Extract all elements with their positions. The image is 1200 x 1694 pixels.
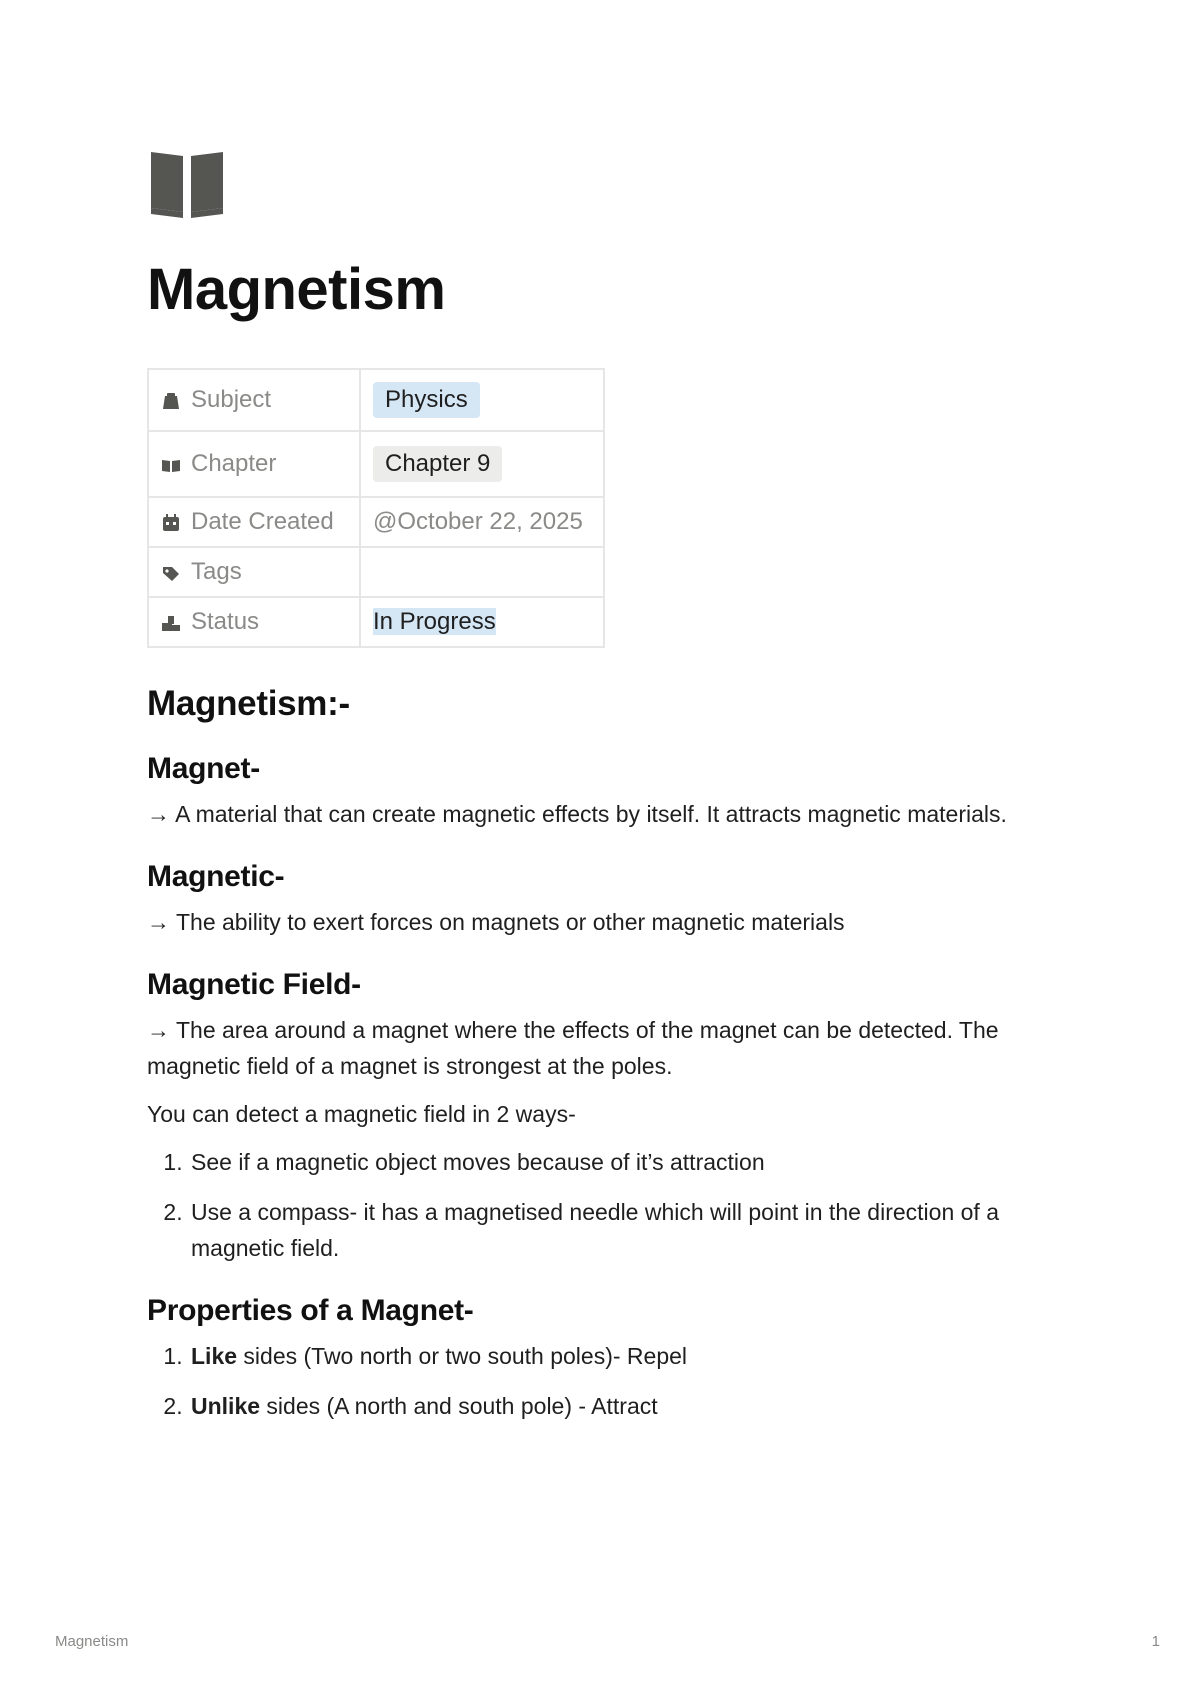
list-item-text: sides (Two north or two south poles)- Repel: [237, 1342, 688, 1369]
property-value[interactable]: [360, 547, 604, 597]
status-value[interactable]: In Progress: [373, 607, 496, 635]
magnetic-definition: → The ability to exert forces on magnets or other magnetic materials: [147, 908, 845, 935]
book-icon: [161, 453, 181, 471]
properties-heading: Properties of a Magnet-: [147, 1293, 474, 1327]
document-page: [147, 150, 1067, 1438]
property-key[interactable]: [148, 431, 360, 497]
magnetic-heading: Magnetic-: [147, 859, 285, 893]
subject-icon: [161, 389, 181, 407]
footer-page-number: 1: [1151, 1633, 1160, 1650]
magnet-heading: Magnet-: [147, 751, 260, 785]
property-key[interactable]: [148, 547, 360, 597]
property-value[interactable]: [360, 431, 604, 497]
property-key[interactable]: [148, 497, 360, 547]
list-item-text: sides (A north and south pole) - Attract: [260, 1392, 658, 1419]
property-value[interactable]: [360, 497, 604, 547]
property-row-tags: [148, 547, 604, 597]
page-title[interactable]: Magnetism: [147, 257, 446, 322]
list-item: 2. Use a compass- it has a magnetised needle which will point in the direction of a magnetic field.: [189, 1194, 1067, 1266]
status-icon: [161, 611, 181, 629]
property-row-date: [148, 497, 604, 547]
property-key-label: Subject: [191, 385, 272, 413]
property-key-label: Date Created: [191, 507, 334, 535]
detect-intro: You can detect a magnetic field in 2 ways-: [147, 1100, 576, 1127]
list-item-bold: Unlike: [191, 1392, 261, 1419]
book-icon[interactable]: [147, 150, 227, 220]
properties-list: [147, 1338, 1067, 1424]
subject-chip[interactable]: Physics: [373, 382, 480, 418]
calendar-icon: [161, 511, 181, 529]
property-key[interactable]: [148, 369, 360, 431]
property-key-label: Status: [191, 607, 260, 635]
tag-icon: [161, 561, 181, 579]
list-item-bold: Like: [191, 1342, 238, 1369]
date-value[interactable]: @October 22, 2025: [373, 507, 583, 535]
magnetic-field-definition: → The area around a magnet where the effects of the magnet can be detected. The magnetic field of a magnet is strongest at the poles.: [147, 1016, 999, 1079]
list-item: 1. See if a magnetic object moves because of it’s attraction: [189, 1144, 1067, 1180]
chapter-chip[interactable]: Chapter 9: [373, 446, 502, 482]
property-key-label: Chapter: [191, 449, 277, 477]
property-key[interactable]: [148, 597, 360, 647]
list-item: [189, 1388, 1067, 1424]
property-row-chapter: [148, 431, 604, 497]
property-value[interactable]: [360, 597, 604, 647]
list-item: [189, 1338, 1067, 1374]
property-value[interactable]: [360, 369, 604, 431]
footer-title: Magnetism: [55, 1633, 129, 1650]
section-heading: Magnetism:-: [147, 683, 350, 723]
magnet-definition: → A material that can create magnetic effects by itself. It attracts magnetic materials.: [147, 800, 1007, 827]
magnetic-field-heading: Magnetic Field-: [147, 967, 361, 1001]
property-row-subject: [148, 369, 604, 431]
property-key-label: Tags: [191, 557, 242, 585]
detect-ways-list: [147, 1144, 1067, 1266]
properties-table: [147, 368, 605, 648]
property-row-status: [148, 597, 604, 647]
